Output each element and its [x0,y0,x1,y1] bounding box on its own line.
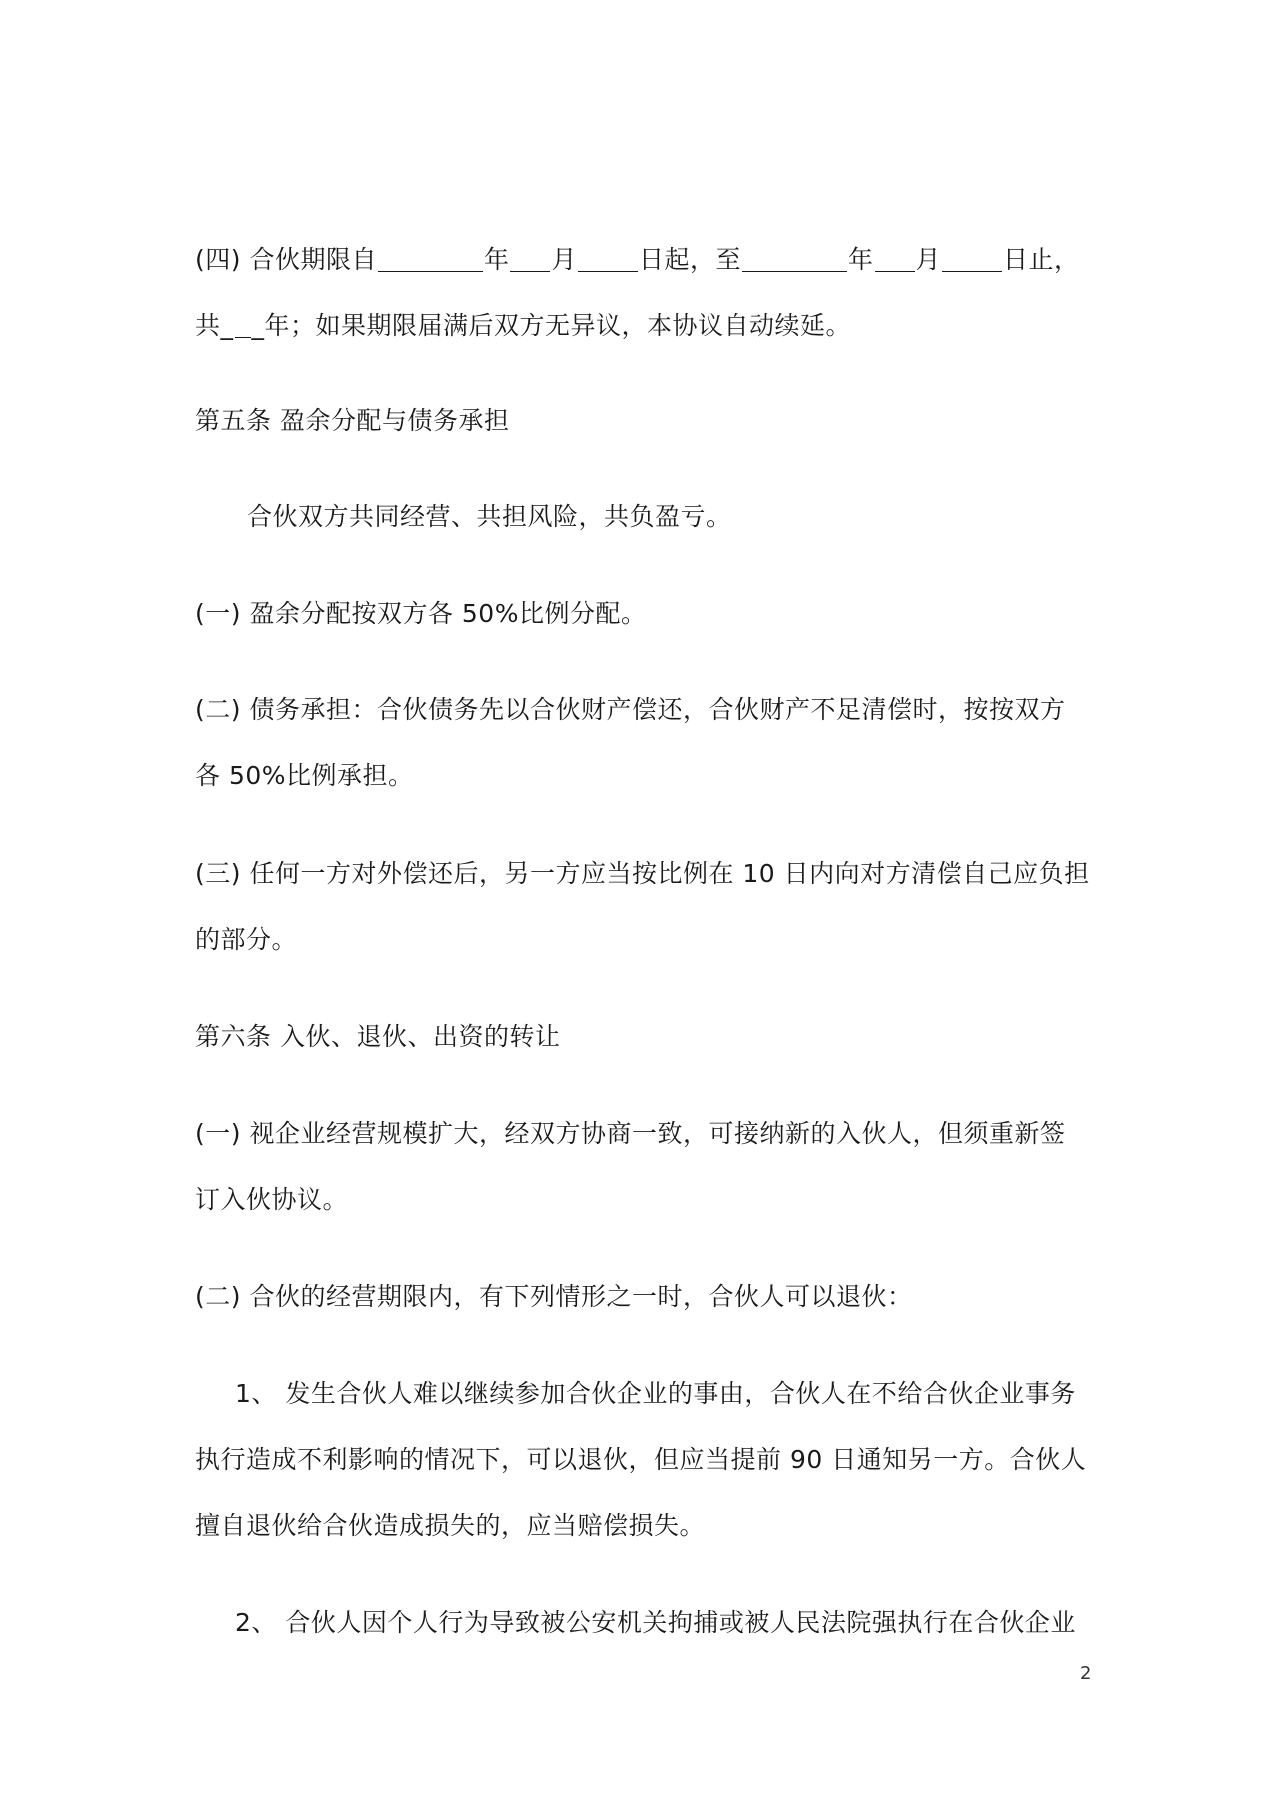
article-5-item-3-line-2: 的部分。 [195,925,298,954]
end-year-blank[interactable] [742,245,847,272]
term-month2-label: 月 [915,245,942,274]
start-year-blank[interactable] [378,245,483,272]
term-prefix: (四) 合伙期限自 [195,245,377,274]
article-5-item-2-line-2: 各 50%比例承担。 [195,761,414,790]
article-5-intro: 合伙双方共同经营、共担风险，共负盈亏。 [247,502,732,531]
term-years-blank[interactable] [235,311,251,338]
term-start-label: 日起，至 [639,245,742,274]
term-month-label: 月 [551,245,577,274]
start-month-blank[interactable] [510,245,550,272]
term-total-rest: _年；如果期限届满后双方无异议，本协议自动续延。 [251,311,852,340]
article-6-sub-1-line-2: 执行造成不利影响的情况下，可以退伙，但应当提前 90 日通知另一方。合伙人 [195,1445,1087,1474]
term-year-label: 年 [483,245,510,274]
end-day-blank[interactable] [942,245,1002,272]
term-line [195,243,1095,277]
term-total-prefix: 共_ [195,311,234,340]
term-year2-label: 年 [848,245,874,274]
article-5-heading: 第五条 盈余分配与债务承担 [195,406,510,435]
article-6-sub-1-line-1: 1、 发生合伙人难以继续参加合伙企业的事由，合伙人在不给合伙企业事务 [235,1379,1076,1408]
term-end-label: 日止， [1003,245,1080,274]
article-6-item-1-line-2: 订入伙协议。 [195,1185,349,1214]
article-6-heading: 第六条 入伙、退伙、出资的转让 [195,1022,561,1051]
article-5-item-2-line-1: (二) 债务承担：合伙债务先以合伙财产偿还，合伙财产不足清偿时，按按双方 [195,695,1066,724]
article-5-item-3-line-1: (三) 任何一方对外偿还后，另一方应当按比例在 10 日内向对方清偿自己应负担 [195,859,1090,888]
article-6-item-2: (二) 合伙的经营期限内，有下列情形之一时，合伙人可以退伙： [195,1282,913,1311]
article-6-sub-1-line-3: 擅自退伙给合伙造成损失的，应当赔偿损失。 [195,1511,706,1540]
page-number: 2 [1080,1663,1092,1684]
article-6-sub-2-line-1: 2、 合伙人因个人行为导致被公安机关拘捕或被人民法院强执行在合伙企业 [235,1608,1076,1637]
article-6-item-1-line-1: (一) 视企业经营规模扩大，经双方协商一致，可接纳新的入伙人，但须重新签 [195,1119,1066,1148]
article-5-item-1: (一) 盈余分配按双方各 50%比例分配。 [195,599,647,628]
end-month-blank[interactable] [875,245,915,272]
term-line-2 [195,309,1095,343]
start-day-blank[interactable] [578,245,638,272]
